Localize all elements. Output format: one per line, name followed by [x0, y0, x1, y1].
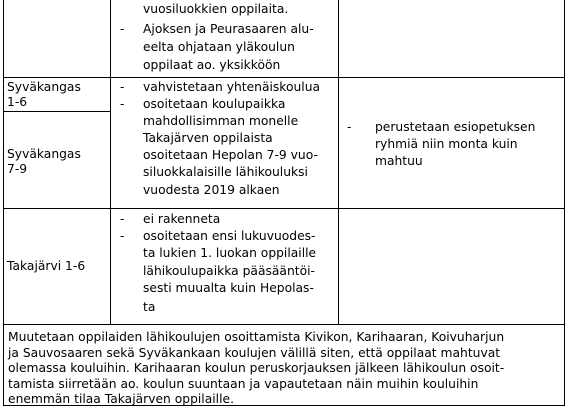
rule-row2-top: [3, 77, 565, 78]
summary-line-4: tamista siirretään ao. koulun suuntaan ja vapautetaan näin muihin kouluihin: [8, 376, 479, 391]
row2-top-label-2: 1-6: [7, 95, 28, 109]
row1-dash-1: -: [120, 22, 125, 36]
rule-col1-col2: [110, 0, 111, 325]
row2-bottom-label-1: Syväkangas: [7, 147, 81, 161]
row3-line-4: lähikoulupaikka pääsääntöi-: [143, 264, 315, 278]
row2-dash-2: -: [120, 97, 125, 111]
row2-col3-line-1: perustetaan esiopetuksen: [375, 120, 536, 134]
row2-col3-line-2: ryhmiä niin monta kuin: [375, 137, 518, 151]
row1-line-1: vuosiluokkien oppilaita.: [143, 2, 289, 16]
row2-line-7: vuodesta 2019 alkaen: [143, 183, 280, 197]
row1-line-4: oppilaat ao. yksikköön: [143, 58, 281, 72]
row2-top-label-1: Syväkangas: [7, 80, 81, 94]
row2-line-5: osoitetaan Hepolan 7-9 vuo-: [143, 148, 318, 162]
summary-line-2: ja Sauvosaaren sekä Syväkankaan koulujen välillä siten, että oppilaat mahtuvat: [8, 345, 501, 360]
summary-line-1: Muutetaan oppilaiden lähikoulujen osoittamista Kivikon, Karihaaran, Koivuharjun: [8, 330, 505, 344]
rule-left: [3, 0, 4, 406]
summary-line-5: enemmän tilaa Takajärven oppilaille.: [8, 392, 234, 406]
policy-table: [3, 0, 565, 406]
row3-label: Takajärvi 1-6: [7, 259, 86, 273]
row1-line-3: eelta ohjataan yläkoulun: [143, 40, 295, 54]
row3-dash-2: -: [120, 229, 125, 243]
summary-paragraph: [8, 330, 560, 408]
row3-line-1: ei rakenneta: [143, 212, 221, 226]
row2-line-2: osoitetaan koulupaikka: [143, 97, 286, 111]
row2-line-3: mahdollisimman monelle: [143, 114, 299, 128]
row3-line-5: sesti muualta kuin Hepolas-: [143, 281, 314, 295]
row2-bottom-label-2: 7-9: [7, 162, 28, 176]
rule-row3-top: [3, 208, 565, 209]
rule-col2-col3: [338, 0, 339, 325]
rule-right: [564, 0, 565, 406]
row3-line-2: osoitetaan ensi lukuvuodes-: [143, 229, 316, 243]
row1-line-2: Ajoksen ja Peurasaaren alu-: [143, 22, 314, 36]
row3-line-3: ta lukien 1. luokan oppilaille: [143, 246, 317, 260]
summary-line-3: olemassa kouluihin. Karihaaran koulun peruskorjauksen jälkeen lähikoulun osoit-: [8, 361, 505, 375]
rule-row4-top: [3, 324, 565, 325]
row2-dash-1: -: [120, 80, 125, 94]
row2-col3-line-3: mahtuu: [375, 154, 423, 168]
rule-col1-split: [3, 111, 110, 112]
row3-dash-1: -: [120, 212, 125, 226]
row2-col3-dash: -: [347, 120, 352, 134]
row3-line-6: ta: [143, 300, 156, 314]
row2-line-1: vahvistetaan yhtenäiskoulua: [143, 80, 321, 94]
row2-line-6: siluokkalaisille lähikouluksi: [143, 165, 308, 179]
row2-line-4: Takajärven oppilaista: [143, 131, 273, 145]
